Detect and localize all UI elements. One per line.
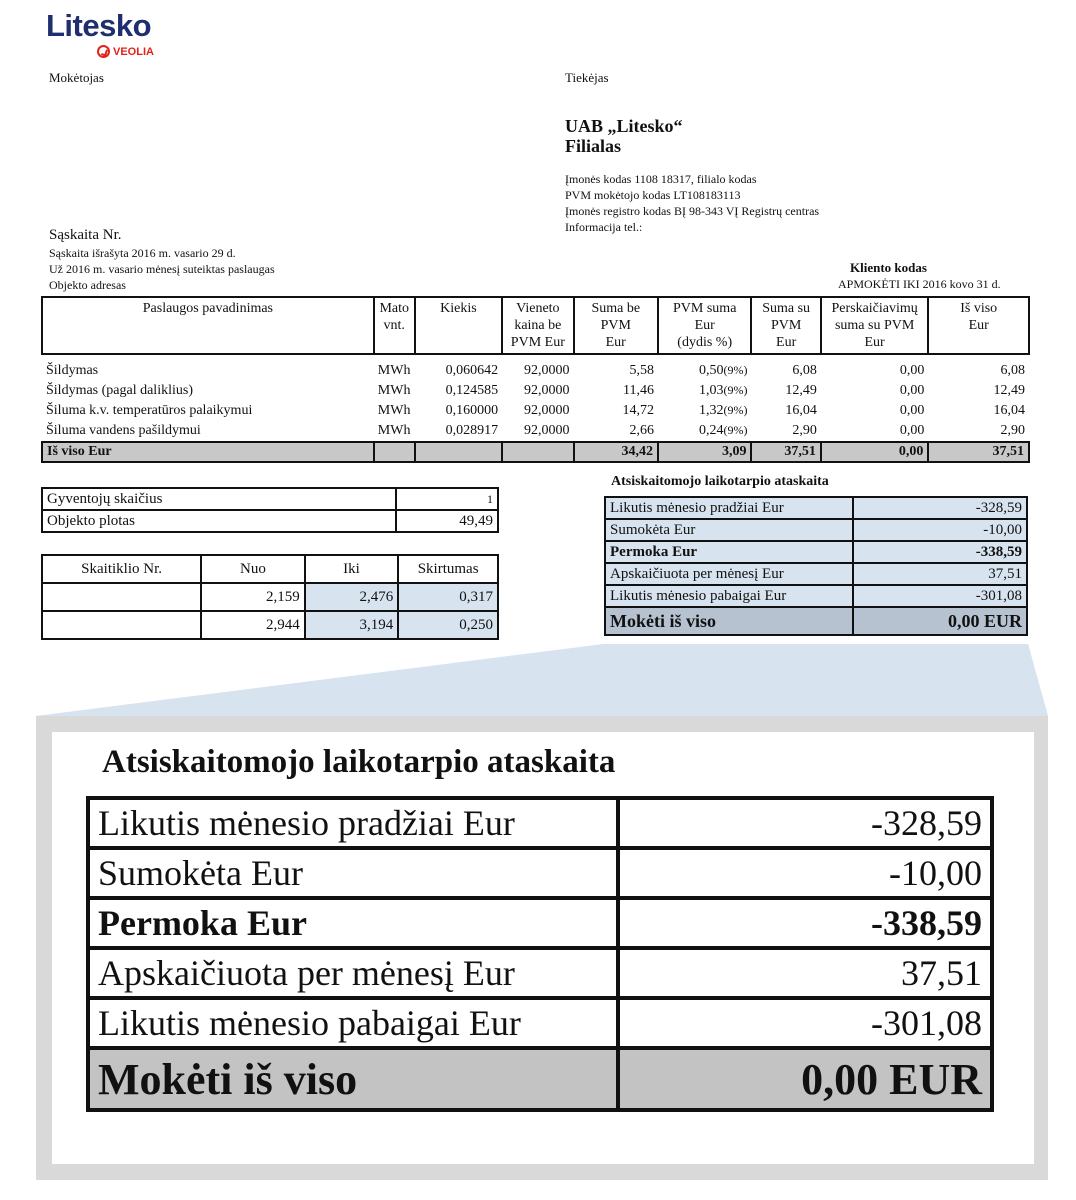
table-row: 2,159 2,476 0,317: [42, 583, 498, 611]
col-name: Paslaugos pavadinimas: [42, 297, 374, 354]
invoice-meta: [49, 245, 275, 293]
table-row: Sumokėta Eur -10,00: [605, 519, 1027, 541]
services-header: [42, 297, 1029, 354]
col-price: Vieneto kaina be PVM Eur: [502, 297, 573, 354]
col-gross: Suma su PVM Eur: [751, 297, 820, 354]
col-qty: Kiekis: [415, 297, 502, 354]
table-row: Šildymas MWh 0,060642 92,0000 5,58 0,50(9%) 6,08 0,00 6,08: [46, 363, 1025, 378]
table-row: Likutis mėnesio pabaigai Eur -301,08: [88, 998, 992, 1048]
due-date: APMOKĖTI IKI 2016 kovo 31 d.: [838, 277, 1001, 291]
table-row: Likutis mėnesio pradžiai Eur -328,59: [88, 798, 992, 848]
veolia-icon: [97, 45, 110, 58]
supplier-name: UAB „Litesko“: [565, 116, 683, 136]
area-value: 49,49: [396, 510, 498, 532]
table-row: Šiluma k.v. temperatūros palaikymui MWh 0,160000 92,0000 14,72 1,32(9%) 16,04 0,00 16,04: [46, 403, 1025, 418]
col-total: Iš viso Eur: [928, 297, 1029, 354]
col-net: Suma be PVM Eur: [574, 297, 658, 354]
litesko-logo: Litesko: [46, 8, 152, 43]
residents-label: Gyventojų skaičius: [42, 488, 396, 510]
table-row: Apskaičiuota per mėnesį Eur 37,51: [88, 948, 992, 998]
col-recalc: Perskaičiavimų suma su PVM Eur: [821, 297, 929, 354]
object-info-table: [41, 487, 499, 533]
area-label: Objekto plotas: [42, 510, 396, 532]
residents-value: 1: [396, 488, 498, 510]
veolia-label: VEOLIA: [113, 45, 154, 58]
settlement-title: Atsiskaitomojo laikotarpio ataskaita: [611, 474, 829, 489]
table-row: Permoka Eur -338,59: [88, 898, 992, 948]
invoice-object: Objekto adresas: [49, 278, 126, 292]
supplier-details: [565, 171, 819, 235]
zoom-settlement-title: Atsiskaitomojo laikotarpio ataskaita: [102, 744, 616, 780]
supplier-line: PVM mokėtojo kodas LT108183113: [565, 188, 741, 202]
client-code-label: Kliento kodas: [850, 260, 927, 275]
veolia-logo: [97, 45, 154, 58]
payer-label: Mokėtojas: [49, 70, 104, 85]
zoom-settlement-table: [86, 796, 994, 1112]
total-label: Iš viso Eur: [42, 442, 374, 462]
meters-header: Skaitiklio Nr. Nuo Iki Skirtumas: [42, 555, 498, 583]
table-row: Likutis mėnesio pabaigai Eur -301,08: [605, 585, 1027, 607]
table-row: 2,944 3,194 0,250: [42, 611, 498, 639]
table-row: [42, 488, 498, 510]
zoom-pay-total-row: Mokėti iš viso 0,00 EUR: [88, 1048, 992, 1110]
table-row: Apskaičiuota per mėnesį Eur 37,51: [605, 563, 1027, 585]
meters-table: [41, 554, 499, 640]
table-row: [42, 510, 498, 532]
settlement-table: [604, 496, 1028, 636]
table-row: Permoka Eur -338,59: [605, 541, 1027, 563]
col-vat: PVM suma Eur (dydis %): [658, 297, 752, 354]
services-table: [41, 296, 1030, 463]
invoice-issued: Sąskaita išrašyta 2016 m. vasario 29 d.: [49, 246, 236, 260]
table-row: Sumokėta Eur -10,00: [88, 848, 992, 898]
supplier-branch: Filialas: [565, 136, 622, 156]
total-row: Iš viso Eur 34,42 3,09 37,51 0,00 37,51: [42, 442, 1029, 462]
supplier-label: Tiekėjas: [565, 70, 609, 85]
table-row: Likutis mėnesio pradžiai Eur -328,59: [605, 497, 1027, 519]
table-row: Šiluma vandens pašildymui MWh 0,028917 92,0000 2,66 0,24(9%) 2,90 0,00 2,90: [46, 423, 1025, 438]
supplier-line: Informacija tel.:: [565, 220, 643, 234]
invoice-period: Už 2016 m. vasario mėnesį suteiktas paslaugas: [49, 262, 275, 276]
invoice-number-label: Sąskaita Nr.: [49, 227, 122, 243]
pay-total-row: Mokėti iš viso 0,00 EUR: [605, 607, 1027, 635]
supplier-line: Įmonės kodas 1108 18317, filialo kodas: [565, 172, 757, 186]
col-unit: Mato vnt.: [374, 297, 415, 354]
supplier-line: Įmonės registro kodas BĮ 98-343 VĮ Registrų centras: [565, 204, 820, 218]
table-row: Šildymas (pagal daliklius) MWh 0,124585 92,0000 11,46 1,03(9%) 12,49 0,00 12,49: [46, 383, 1025, 398]
